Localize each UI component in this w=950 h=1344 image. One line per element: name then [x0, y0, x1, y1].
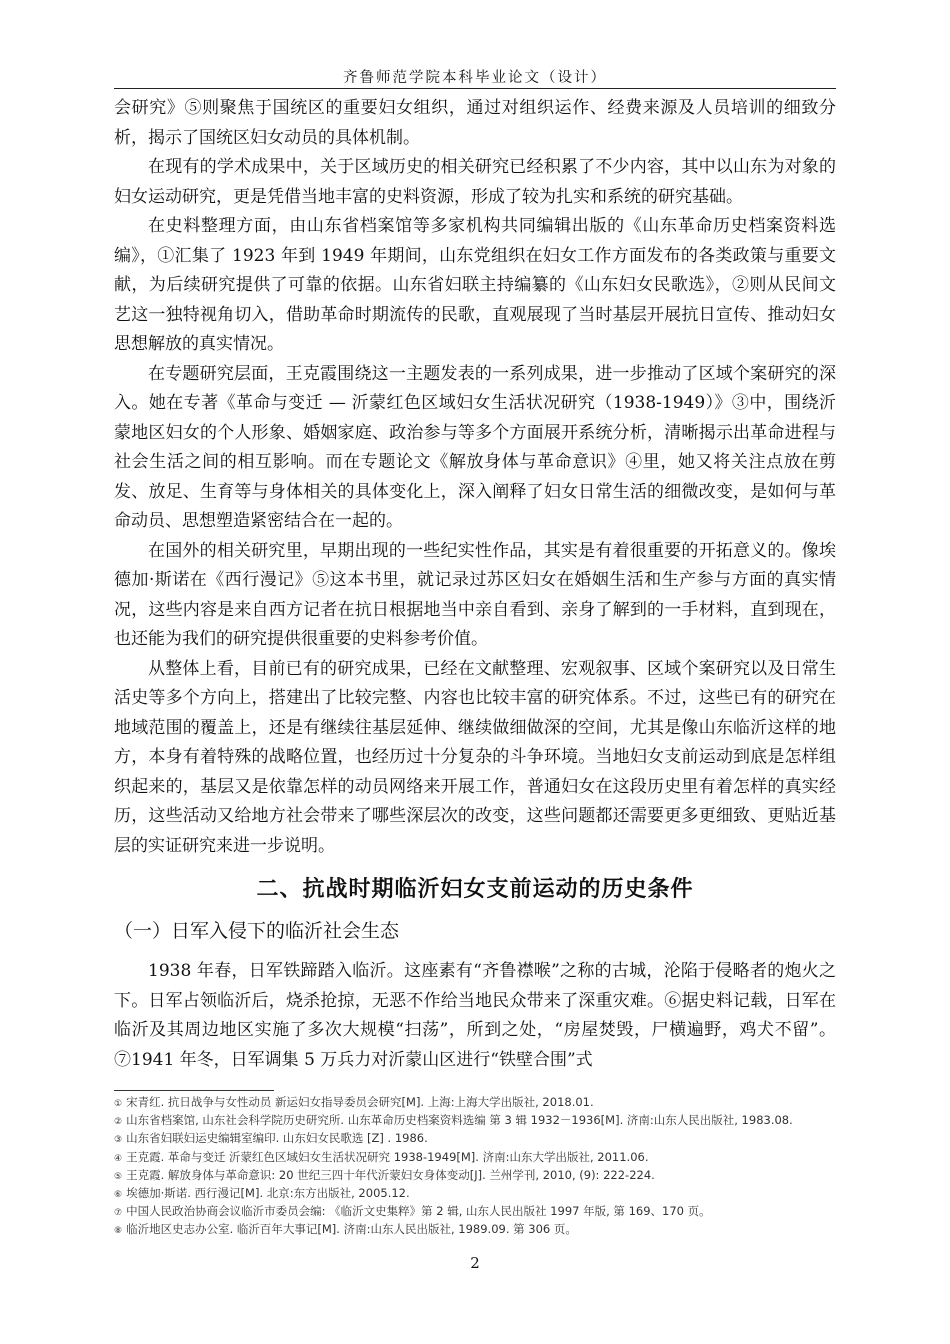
- paragraph: 在史料整理方面，由山东省档案馆等多家机构共同编辑出版的《山东革命历史档案资料选编》，①汇集了 1923 年到 1949 年期间，山东党组织在妇女工作方面发布的各类政策与重要文献，为后续研究提供了可靠的依据。山东省妇联主持编纂的《山东妇女民歌选》，②则从民间文艺这一独特视角切入，借助革命时期流传的民歌，直观展现了当时基层开展抗日宣传、推动妇女思想解放的真实情况。: [114, 216, 836, 354]
- footnote: ⑧ 临沂地区史志办公室. 临沂百年大事记[M]. 济南:山东人民出版社, 1989.09. 第 306 页。: [114, 1222, 577, 1237]
- paragraph: 会研究》⑤则聚焦于国统区的重要妇女组织，通过对组织运作、经费来源及人员培训的细致分析，揭示了国统区妇女动员的具体机制。: [114, 98, 836, 148]
- header-rule: [114, 88, 836, 89]
- section-heading: 二、抗战时期临沂妇女支前运动的历史条件: [256, 877, 694, 902]
- paragraph: 从整体上看，目前已有的研究成果，已经在文献整理、宏观叙事、区域个案研究以及日常生活史等多个方向上，搭建出了比较完整、内容也比较丰富的研究体系。不过，这些已有的研究在地域范围的覆盖上，还是有继续往基层延伸、继续做细做深的空间，尤其是像山东临沂这样的地方，本身有着特殊的战略位置，也经历过十分复杂的斗争环境。当地妇女支前运动到底是怎样组织起来的，基层又是依靠怎样的动员网络来开展工作，普通妇女在这段历史里有着怎样的真实经历，这些活动又给地方社会带来了哪些深层次的改变，这些问题都还需要更多更细致、更贴近基层的实证研究来进一步说明。: [114, 658, 836, 856]
- page-number: 2: [470, 1254, 480, 1272]
- footnote: ⑤ 王克霞. 解放身体与革命意识: 20 世纪三四十年代沂蒙妇女身体变动[J]. 兰州学刊, 2010, (9): 222-224.: [114, 1167, 655, 1182]
- paragraph: 1938 年春，日军铁蹄踏入临沂。这座素有“齐鲁襟喉”之称的古城，沦陷于侵略者的炮火之下。日军占领临沂后，烧杀抢掠，无恶不作给当地民众带来了深重灾难。⑥据史料记载，日军在临沂及其周边地区实施了多次大规模“扫荡”，所到之处，“房屋焚毁，尸横遍野，鸡犬不留”。⑦1941 年冬，日军调集 5 万兵力对沂蒙山区进行“铁壁合围”式: [114, 961, 836, 1070]
- footnotes: [114, 1094, 836, 1240]
- footnote: ③ 山东省妇联妇运史编辑室编印. 山东妇女民歌选 [Z] . 1986.: [114, 1131, 428, 1146]
- footnote: ② 山东省档案馆, 山东社会科学院历史研究所. 山东革命历史档案资料选编 第 3 辑 1932－1936[M]. 济南:山东人民出版社, 1983.08.: [114, 1113, 793, 1128]
- footnote: ⑦ 中国人民政治协商会议临沂市委员会编: 《临沂文史集粹》第 2 辑, 山东人民出版社 1997 年版, 第 169、170 页。: [114, 1204, 711, 1219]
- paragraph: 在现有的学术成果中，关于区域历史的相关研究已经积累了不少内容，其中以山东为对象的妇女运动研究，更是凭借当地丰富的史料资源，形成了较为扎实和系统的研究基础。: [114, 157, 836, 207]
- footnote-rule: [114, 1090, 274, 1091]
- footnote: ① 宋青红. 抗日战争与女性动员 新运妇女指导委员会研究[M]. 上海:上海大学出版社, 2018.01.: [114, 1095, 594, 1109]
- subsection-heading: （一）日军入侵下的临沂社会生态: [114, 920, 400, 942]
- paragraph: 在国外的相关研究里，早期出现的一些纪实性作品，其实是有着很重要的开拓意义的。像埃德加·斯诺在《西行漫记》⑤这本书里，就记录过苏区妇女在婚姻生活和生产参与方面的真实情况，这些内容是来自西方记者在抗日根据地当中亲自看到、亲身了解到的一手材料，直到现在，也还能为我们的研究提供很重要的史料参考价值。: [114, 540, 836, 649]
- footnote: ④ 王克霞. 革命与变迁 沂蒙红色区域妇女生活状况研究 1938-1949[M]. 济南:山东大学出版社, 2011.06.: [114, 1149, 649, 1164]
- running-header: 齐鲁师范学院本科毕业论文（设计）: [343, 70, 607, 86]
- body-text: [114, 94, 836, 1075]
- paragraph: 在专题研究层面，王克霞围绕这一主题发表的一系列成果，进一步推动了区域个案研究的深入。她在专著《革命与变迁 — 沂蒙红色区域妇女生活状况研究（1938-1949）》③中，围绕沂蒙地区妇女的个人形象、婚姻家庭、政治参与等多个方面展开系统分析，清晰揭示出革命进程与社会生活之间的相互影响。而在专题论文《解放身体与革命意识》④里，她又将关注点放在剪发、放足、生育等与身体相关的具体变化上，深入阐释了妇女日常生活的细微改变，是如何与革命动员、思想塑造紧密结合在一起的。: [114, 363, 836, 531]
- footnote: ⑥ 埃德加·斯诺. 西行漫记[M]. 北京:东方出版社, 2005.12.: [114, 1186, 410, 1201]
